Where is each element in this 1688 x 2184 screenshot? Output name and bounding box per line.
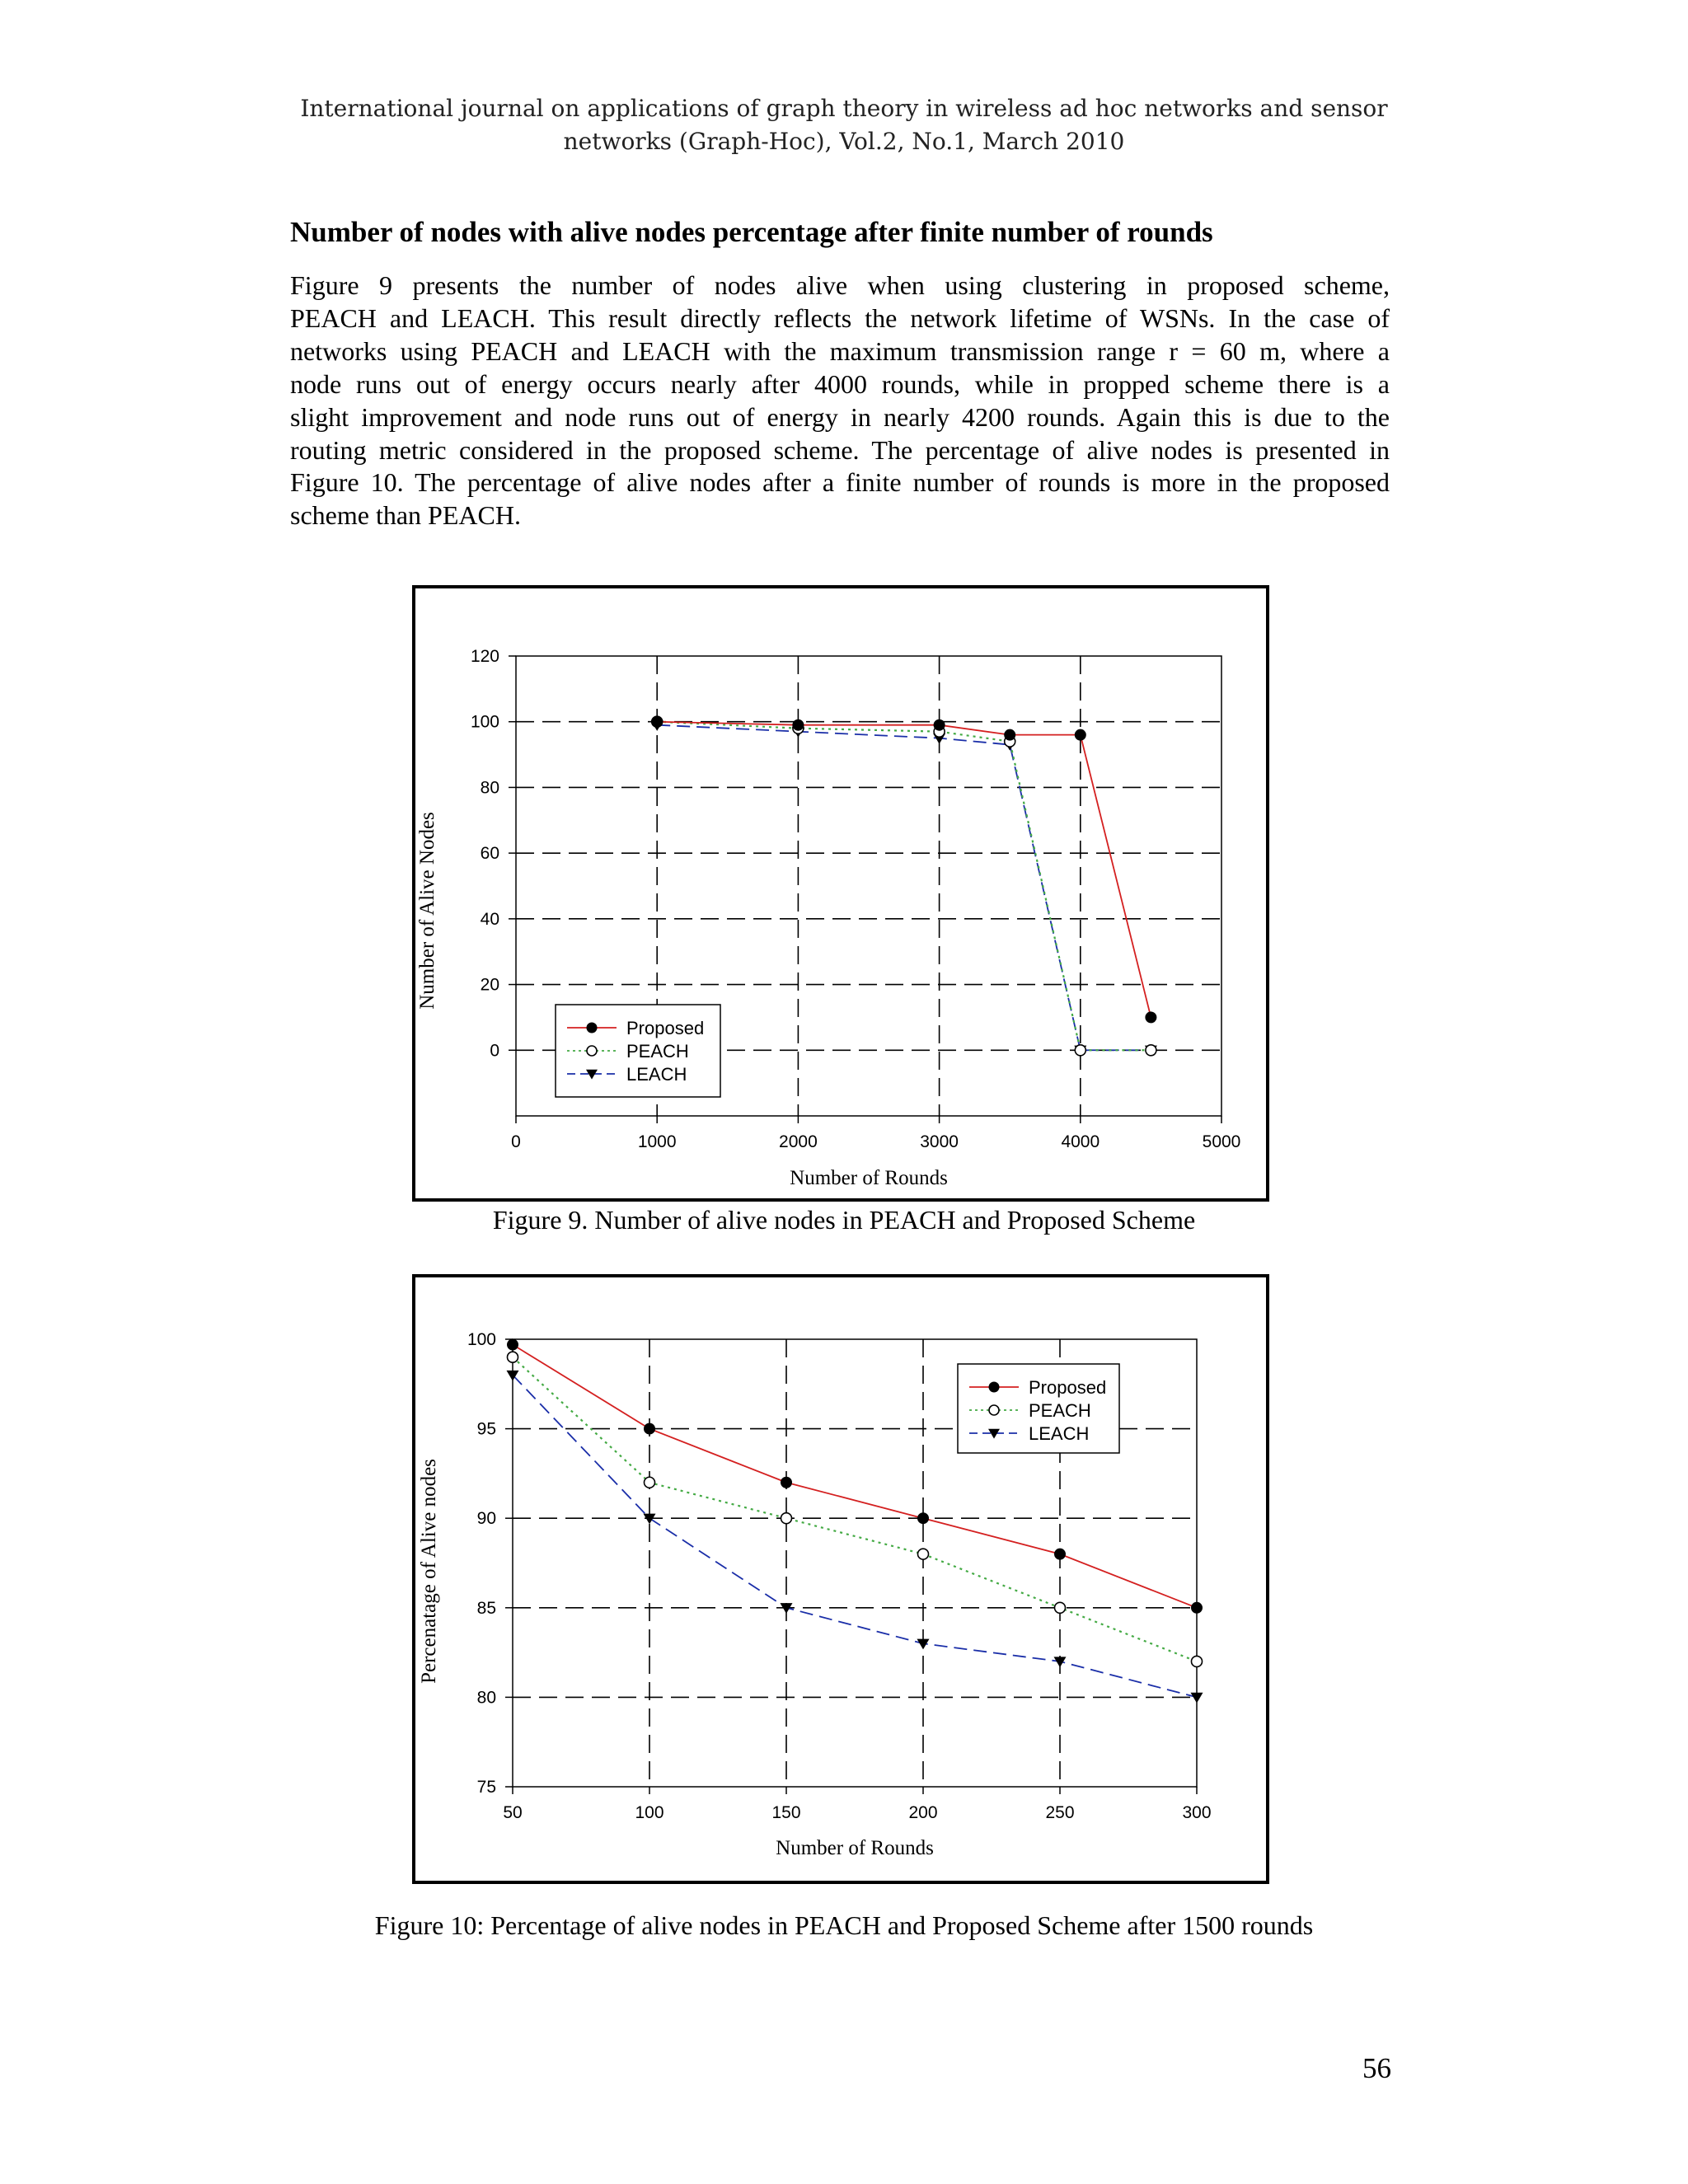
paragraph-line: scheme than PEACH. <box>290 500 521 531</box>
y-tick-label: 90 <box>476 1509 496 1529</box>
y-tick-label: 100 <box>470 712 499 732</box>
data-point-proposed <box>645 1423 655 1434</box>
x-tick-label: 200 <box>908 1803 938 1822</box>
data-point-peach <box>1075 1045 1085 1056</box>
x-tick-label: 3000 <box>920 1132 959 1151</box>
x-tick-label: 1000 <box>637 1132 677 1151</box>
section-title: Number of nodes with alive nodes percentage after finite number of rounds <box>290 216 1213 248</box>
y-tick-label: 80 <box>476 1688 496 1708</box>
paragraph-line: routing metric considered in the proposed scheme. The percentage of alive nodes is presented in <box>290 434 1390 465</box>
data-point-peach <box>1192 1656 1203 1666</box>
paragraph-line: slight improvement and node runs out of energy in nearly 4200 rounds. Again this is due to the <box>290 401 1390 432</box>
data-point-proposed <box>793 719 804 730</box>
legend-marker-proposed <box>989 1382 999 1392</box>
paragraph-line: Figure 9 presents the number of nodes alive when using clustering in proposed scheme, <box>290 270 1390 300</box>
data-point-leach <box>1191 1693 1203 1704</box>
data-point-proposed <box>934 719 945 730</box>
data-point-peach <box>781 1513 792 1524</box>
x-tick-label: 5000 <box>1202 1132 1241 1151</box>
data-point-proposed <box>652 716 663 727</box>
legend-label-peach: PEACH <box>626 1041 689 1062</box>
journal-header-line1: International journal on applications of graph theory in wireless ad hoc networks and sensor <box>300 95 1388 122</box>
figure-10-frame <box>412 1274 1269 1884</box>
legend-label-leach: LEACH <box>1029 1423 1090 1444</box>
data-point-proposed <box>1192 1602 1203 1613</box>
x-tick-label: 4000 <box>1061 1132 1100 1151</box>
data-point-proposed <box>1146 1012 1156 1023</box>
x-axis-label: Number of Rounds <box>790 1167 948 1189</box>
legend-label-leach: LEACH <box>626 1064 687 1085</box>
data-point-proposed <box>1005 729 1015 740</box>
data-point-proposed <box>508 1339 518 1350</box>
paragraph-line: node runs out of energy occurs nearly after 4000 rounds, while in propped scheme there is a <box>290 368 1390 399</box>
series-line-leach <box>657 725 1151 1051</box>
series-line-peach <box>657 722 1151 1051</box>
data-point-proposed <box>918 1513 929 1524</box>
paragraph-line: PEACH and LEACH. This result directly reflects the network lifetime of WSNs. In the case of <box>290 302 1390 333</box>
y-tick-label: 40 <box>480 909 499 929</box>
data-point-proposed <box>1055 1549 1066 1559</box>
y-tick-label: 75 <box>476 1778 496 1797</box>
y-tick-label: 80 <box>480 778 499 798</box>
figure-10-chart <box>415 1277 1266 1881</box>
series-line-proposed <box>657 722 1151 1018</box>
y-tick-label: 85 <box>476 1598 496 1618</box>
data-point-peach <box>918 1549 929 1559</box>
data-point-peach <box>508 1352 518 1362</box>
legend-label-peach: PEACH <box>1029 1400 1091 1421</box>
data-point-peach <box>645 1477 655 1488</box>
y-tick-label: 60 <box>480 844 499 864</box>
body-paragraph <box>290 269 1390 532</box>
journal-header <box>247 92 1441 158</box>
figure-9-chart <box>415 588 1266 1198</box>
legend-marker-proposed <box>587 1023 597 1033</box>
legend-label-proposed: Proposed <box>626 1018 705 1038</box>
x-axis-label: Number of Rounds <box>776 1837 934 1859</box>
paragraph-line: Figure 10. The percentage of alive nodes after a finite number of rounds is more in the proposed <box>290 467 1390 498</box>
y-tick-label: 0 <box>490 1041 499 1061</box>
x-tick-label: 100 <box>635 1803 664 1822</box>
data-point-proposed <box>781 1477 792 1488</box>
x-tick-label: 2000 <box>779 1132 818 1151</box>
y-axis-label: Number of Alive Nodes <box>416 812 438 1010</box>
data-point-proposed <box>1075 729 1085 740</box>
y-tick-label: 120 <box>470 647 499 666</box>
legend-label-proposed: Proposed <box>1029 1377 1107 1398</box>
y-axis-label: Percenatage of Alive nodes <box>418 1459 440 1684</box>
x-tick-label: 150 <box>771 1803 801 1822</box>
y-tick-label: 100 <box>467 1330 496 1349</box>
x-tick-label: 250 <box>1045 1803 1075 1822</box>
figure-9-caption: Figure 9. Number of alive nodes in PEACH and Proposed Scheme <box>492 1205 1196 1235</box>
paragraph-line: networks using PEACH and LEACH with the maximum transmission range r = 60 m, where a <box>290 335 1390 366</box>
y-tick-label: 20 <box>480 975 499 995</box>
x-tick-label: 300 <box>1182 1803 1212 1822</box>
x-tick-label: 0 <box>511 1132 521 1151</box>
x-tick-label: 50 <box>503 1803 523 1822</box>
journal-header-line2: networks (Graph-Hoc), Vol.2, No.1, March 2010 <box>563 128 1125 155</box>
figure-9-frame <box>412 585 1269 1202</box>
y-tick-label: 95 <box>476 1419 496 1439</box>
data-point-peach <box>1146 1045 1156 1056</box>
legend-marker-peach <box>989 1405 999 1415</box>
legend-marker-peach <box>587 1046 597 1056</box>
figure-10-caption: Figure 10: Percentage of alive nodes in PEACH and Proposed Scheme after 1500 rounds <box>374 1910 1314 1940</box>
page-number: 56 <box>1362 2052 1391 2084</box>
data-point-peach <box>1055 1602 1066 1613</box>
